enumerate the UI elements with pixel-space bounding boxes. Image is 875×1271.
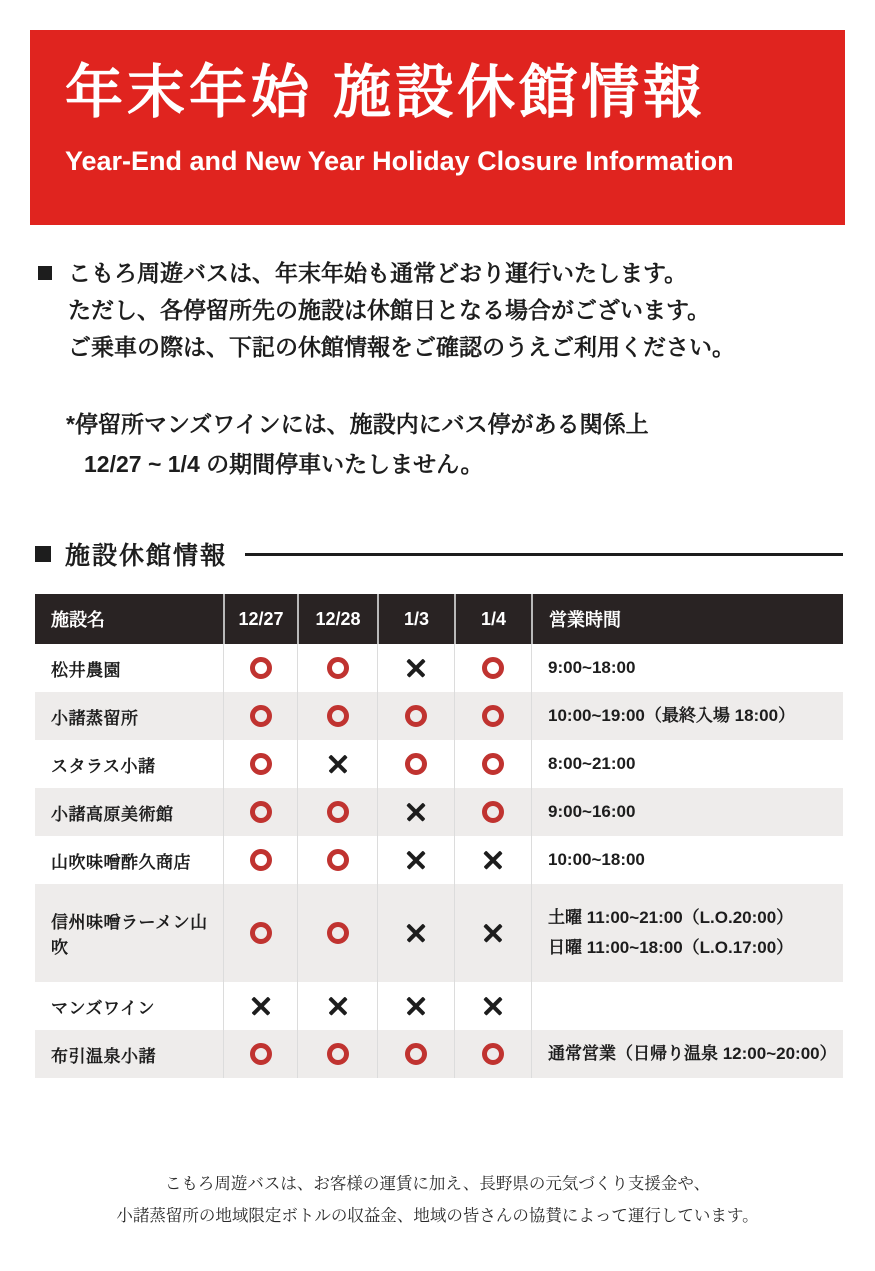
status-open-cell [454, 692, 531, 740]
open-circle-icon [250, 922, 272, 944]
status-open-cell [454, 788, 531, 836]
closed-x-icon [405, 657, 427, 679]
open-circle-icon [405, 705, 427, 727]
status-closed-cell [297, 740, 377, 788]
business-hours [531, 692, 843, 740]
business-hours [531, 1030, 843, 1078]
table-header-row [35, 594, 843, 644]
note-line-2: 12/27 ~ 1/4 の期間停車いたしません。 [84, 451, 484, 477]
closed-x-icon [327, 995, 349, 1017]
status-closed-cell [377, 788, 454, 836]
table-row [35, 884, 843, 982]
closed-x-icon [327, 753, 349, 775]
status-open-cell [377, 740, 454, 788]
status-closed-cell [454, 836, 531, 884]
closed-x-icon [405, 922, 427, 944]
closed-x-icon [482, 849, 504, 871]
closed-x-icon [405, 849, 427, 871]
page-title: 年末年始 施設休館情報 [65, 60, 706, 125]
hours-line: 9:00~18:00 [548, 658, 636, 677]
footer-note [0, 1168, 875, 1232]
status-open-cell [297, 644, 377, 692]
open-circle-icon [250, 1043, 272, 1065]
column-header: 12/27 [223, 594, 297, 644]
open-circle-icon [327, 705, 349, 727]
closed-x-icon [482, 995, 504, 1017]
hours-line: 土曜 11:00~21:00（L.O.20:00） [548, 908, 794, 927]
status-open-cell [297, 692, 377, 740]
open-circle-icon [482, 1043, 504, 1065]
facility-name: スタラス小諸 [51, 756, 156, 776]
open-circle-icon [327, 922, 349, 944]
status-closed-cell [454, 982, 531, 1030]
status-open-cell [223, 692, 297, 740]
business-hours [531, 788, 843, 836]
table-row [35, 788, 843, 836]
status-open-cell [223, 1030, 297, 1078]
facility-name: 山吹味噌酢久商店 [51, 852, 191, 872]
intro-paragraph [38, 255, 845, 366]
status-open-cell [454, 740, 531, 788]
open-circle-icon [405, 753, 427, 775]
business-hours [531, 644, 843, 692]
status-closed-cell [297, 982, 377, 1030]
hours-line: 10:00~18:00 [548, 850, 645, 869]
status-open-cell [454, 644, 531, 692]
facility-name: 信州味噌ラーメン山吹 [51, 913, 208, 957]
table-row [35, 644, 843, 692]
intro-text-line-2: ただし、各停留所先の施設は休館日となる場合がございます。 [68, 297, 711, 323]
hours-line: 日曜 11:00~18:00（L.O.17:00） [548, 938, 794, 957]
table-row [35, 1030, 843, 1078]
facility-name: 松井農園 [51, 660, 121, 680]
open-circle-icon [327, 1043, 349, 1065]
status-closed-cell [223, 982, 297, 1030]
closure-table [35, 594, 843, 1078]
hours-line: 10:00~19:00（最終入場 18:00） [548, 706, 796, 725]
facility-name: マンズワイン [51, 998, 155, 1018]
section-heading [35, 536, 843, 572]
footer-line-1: こもろ周遊バスは、お客様の運賃に加え、長野県の元気づくり支援金や、 [164, 1175, 711, 1193]
status-closed-cell [377, 836, 454, 884]
status-closed-cell [377, 884, 454, 982]
business-hours [531, 740, 843, 788]
section-title: 施設休館情報 [65, 542, 228, 570]
open-circle-icon [482, 801, 504, 823]
status-open-cell [377, 1030, 454, 1078]
status-open-cell [297, 788, 377, 836]
poster-page [0, 30, 875, 1271]
status-open-cell [223, 884, 297, 982]
heading-rule [245, 553, 843, 556]
open-circle-icon [405, 1043, 427, 1065]
bus-stop-note [66, 404, 845, 484]
open-circle-icon [250, 657, 272, 679]
open-circle-icon [327, 849, 349, 871]
closed-x-icon [405, 995, 427, 1017]
header-banner [30, 30, 845, 225]
closed-x-icon [405, 801, 427, 823]
status-open-cell [223, 836, 297, 884]
table-body [35, 644, 843, 1078]
intro-text-line-1: こもろ周遊バスは、年末年始も通常どおり運行いたします。 [68, 260, 688, 286]
square-bullet-icon [38, 266, 52, 280]
table-row [35, 740, 843, 788]
square-bullet-icon [35, 546, 51, 562]
page-subtitle: Year-End and New Year Holiday Closure Information [65, 146, 734, 176]
status-closed-cell [377, 644, 454, 692]
status-open-cell [223, 788, 297, 836]
table-row [35, 982, 843, 1030]
business-hours [531, 836, 843, 884]
facility-name: 小諸蒸留所 [51, 708, 139, 728]
business-hours [531, 884, 843, 982]
business-hours [531, 982, 843, 1030]
table-row [35, 836, 843, 884]
intro-text-line-3: ご乗車の際は、下記の休館情報をご確認のうえご利用ください。 [68, 334, 735, 360]
status-open-cell [377, 692, 454, 740]
column-header: 1/3 [377, 594, 454, 644]
column-header: 施設名 [51, 610, 105, 630]
column-header: 1/4 [454, 594, 531, 644]
status-closed-cell [454, 884, 531, 982]
status-open-cell [454, 1030, 531, 1078]
open-circle-icon [327, 801, 349, 823]
status-open-cell [223, 644, 297, 692]
open-circle-icon [250, 849, 272, 871]
closed-x-icon [482, 922, 504, 944]
status-open-cell [223, 740, 297, 788]
hours-line: 通常営業（日帰り温泉 12:00~20:00） [548, 1044, 837, 1063]
closed-x-icon [250, 995, 272, 1017]
open-circle-icon [482, 657, 504, 679]
open-circle-icon [250, 705, 272, 727]
intro-line [38, 255, 845, 292]
status-open-cell [297, 836, 377, 884]
hours-line: 8:00~21:00 [548, 754, 636, 773]
facility-name: 小諸高原美術館 [51, 804, 174, 824]
table-row [35, 692, 843, 740]
hours-line: 9:00~16:00 [548, 802, 636, 821]
status-open-cell [297, 884, 377, 982]
status-closed-cell [377, 982, 454, 1030]
column-header: 営業時間 [531, 594, 843, 644]
column-header: 12/28 [297, 594, 377, 644]
open-circle-icon [482, 753, 504, 775]
open-circle-icon [250, 753, 272, 775]
open-circle-icon [482, 705, 504, 727]
open-circle-icon [327, 657, 349, 679]
open-circle-icon [250, 801, 272, 823]
status-open-cell [297, 1030, 377, 1078]
footer-line-2: 小諸蒸留所の地域限定ボトルの収益金、地域の皆さんの協賛によって運行しています。 [116, 1207, 759, 1225]
note-line-1: *停留所マンズワインには、施設内にバス停がある関係上 [66, 411, 649, 437]
facility-name: 布引温泉小諸 [51, 1046, 156, 1066]
